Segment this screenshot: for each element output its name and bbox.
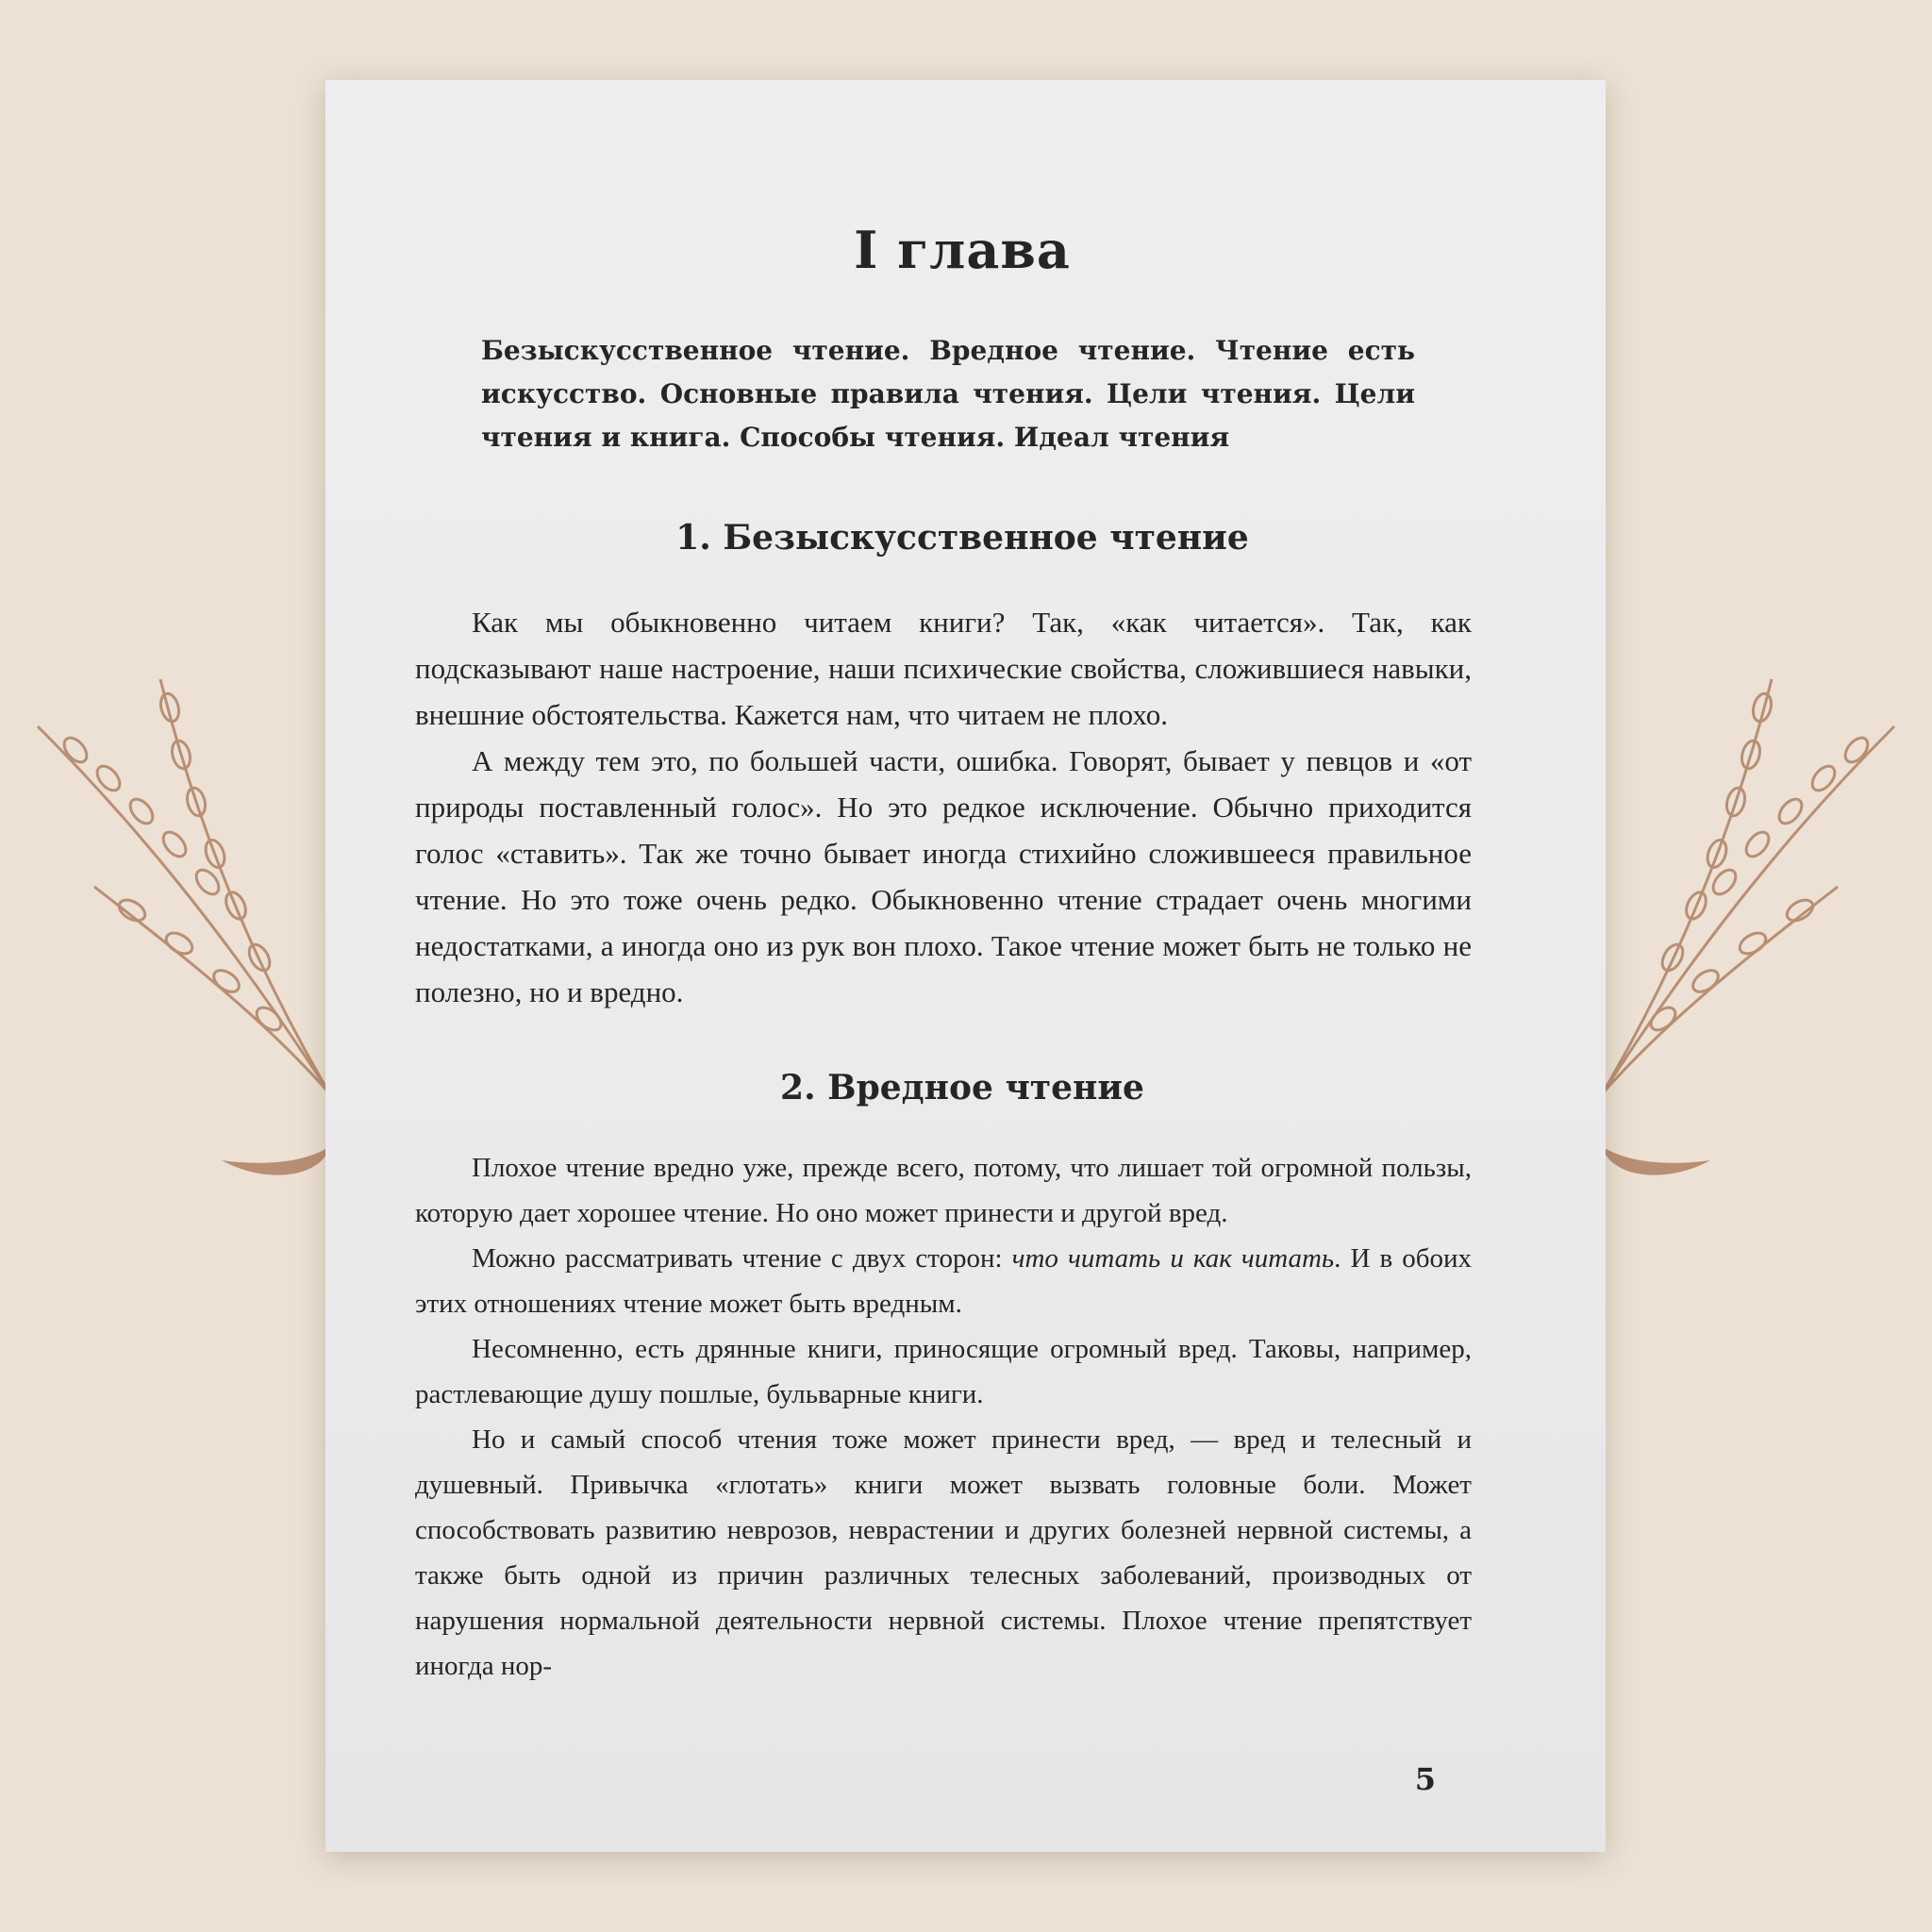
paragraph-text: Можно рассматривать чтение с двух сторон: [472, 1243, 1012, 1274]
paragraph-with-emphasis [415, 1236, 1472, 1326]
page-number: 5 [1414, 1761, 1436, 1797]
paragraph: Как мы обыкновенно читаем книги? Так, «как читается». Так, как подсказывают наше настроение, наши психические свойства, сложившиеся навыки, внешние обстоятельства. Кажется нам, что читаем не плохо. [415, 606, 1472, 731]
chapter-summary: Безыскусственное чтение. Вредное чтение. Чтение есть искусство. Основные правила чтения. Цели чтения. Цели чтения и книга. Способы чтения. Идеал чтения [481, 335, 1415, 453]
section-body-2 [415, 1145, 1472, 1689]
emphasis-how-to-read: и как читать [1170, 1243, 1335, 1274]
paragraph: Но и самый способ чтения тоже может принести вред, — вред и телесный и душевный. Привычка «глотать» книги может вызвать головные боли. Может способствовать развитию неврозов, неврастении и других болезней нервной системы, а также быть одной из причин различных телесных заболеваний, производных от нарушения нормальной деятельности нервной системы. Плохое чтение препятствует иногда нор- [415, 1424, 1472, 1681]
section-title-1: 1. Безыскусственное чтение [675, 518, 1249, 558]
chapter-title: I глава [854, 220, 1071, 280]
paragraph: А между тем это, по большей части, ошибка. Говорят, бывает у певцов и «от природы поставленный голос». Но это редкое исключение. Обычно приходится голос «ставить». Так же точно бывает иногда стихийно сложившееся правильное чтение. Но это тоже очень редко. Обыкновенно чтение страдает очень многими недостатками, а иногда оно из рук вон плохо. Такое чтение может быть не только не полезно, но и вредно. [415, 744, 1472, 1008]
section-body-1 [415, 599, 1472, 1015]
paragraph-text: . И в обоих этих отношениях чтение может быть вредным. [415, 1243, 1472, 1319]
paragraph: Плохое чтение вредно уже, прежде всего, потому, что лишает той огромной пользы, которую дает хорошее чтение. Но оно может принести и другой вред. [415, 1153, 1472, 1228]
book-page [325, 80, 1606, 1852]
paragraph: Несомненно, есть дрянные книги, приносящие огромный вред. Таковы, например, растлевающие душу пошлые, бульварные книги. [415, 1334, 1472, 1409]
page-content [415, 137, 1472, 1689]
section-title-2: 2. Вредное чтение [780, 1068, 1144, 1108]
emphasis-what-to-read: что читать [1011, 1243, 1161, 1274]
